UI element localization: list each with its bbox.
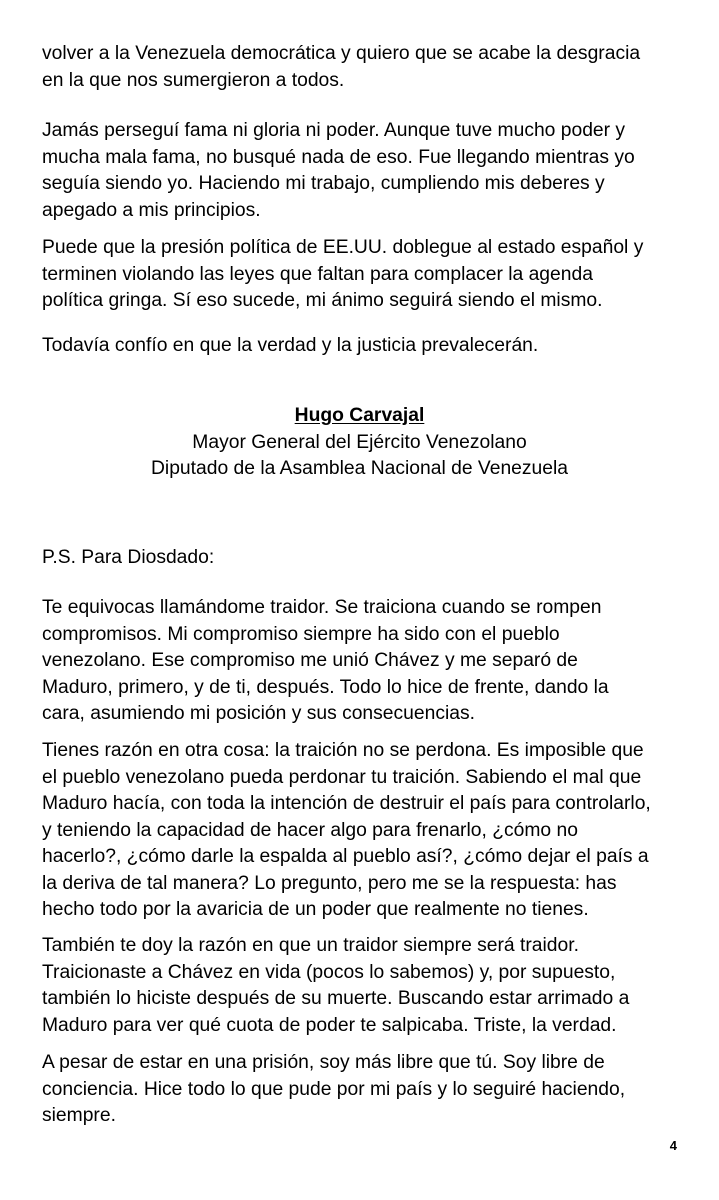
text-line: hacerlo?, ¿cómo darle la espalda al pueblo así?, ¿cómo dejar el país a bbox=[42, 846, 649, 867]
postscript-paragraph-2 bbox=[42, 738, 682, 924]
text-line: y teniendo la capacidad de hacer algo para frenarlo, ¿cómo no bbox=[42, 819, 578, 841]
signature-title: Diputado de la Asamblea Nacional de Venezuela bbox=[151, 458, 568, 479]
paragraph-1 bbox=[42, 41, 682, 94]
postscript-paragraph-1 bbox=[42, 595, 682, 728]
text-line: hecho todo por la avaricia de un poder que realmente no tienes. bbox=[42, 899, 589, 920]
text-line: Tienes razón en otra cosa: la traición no se perdona. Es imposible que bbox=[42, 740, 644, 761]
text-line: también lo hiciste después de su muerte. Buscando estar arrimado a bbox=[42, 988, 630, 1009]
text-line: apegado a mis principios. bbox=[42, 199, 261, 221]
text-line: siempre. bbox=[42, 1105, 116, 1126]
text-line: Jamás perseguí fama ni gloria ni poder. Aunque tuve mucho poder y bbox=[42, 120, 626, 141]
text-line: terminen violando las leyes que faltan para complacer la agenda bbox=[42, 263, 593, 285]
text-line: También te doy la razón en que un traidor siempre será traidor. bbox=[42, 935, 579, 956]
text-line: seguía siendo yo. Haciendo mi trabajo, cumpliendo mis deberes y bbox=[42, 173, 605, 194]
text-line: Maduro para ver qué cuota de poder te salpicaba. Triste, la verdad. bbox=[42, 1014, 617, 1036]
postscript-heading-text: P.S. Para Diosdado: bbox=[42, 547, 215, 568]
postscript-paragraph-3 bbox=[42, 933, 682, 1039]
signature-block bbox=[0, 403, 719, 483]
text-line: la deriva de tal manera? Lo pregunto, pero me se la respuesta: has bbox=[42, 872, 617, 894]
paragraph-2 bbox=[42, 118, 682, 224]
signature-name: Hugo Carvajal bbox=[294, 405, 425, 426]
text-line: volver a la Venezuela democrática y quiero que se acabe la desgracia bbox=[42, 43, 641, 64]
text-line: venezolano. Ese compromiso me unió Chávez y me separó de bbox=[42, 650, 578, 671]
text-line: Maduro hacía, con toda la intención de destruir el país para controlarlo, bbox=[42, 793, 651, 814]
text-line: compromisos. Mi compromiso siempre ha sido con el pueblo bbox=[42, 623, 560, 645]
text-line: Puede que la presión política de EE.UU. doblegue al estado español y bbox=[42, 237, 644, 258]
postscript-heading bbox=[42, 545, 682, 572]
signature-title: Mayor General del Ejército Venezolano bbox=[192, 431, 527, 453]
text-line: política gringa. Sí eso sucede, mi ánimo seguirá siendo el mismo. bbox=[42, 290, 603, 311]
paragraph-4 bbox=[42, 333, 682, 360]
postscript-paragraph-4 bbox=[42, 1050, 682, 1130]
text-line: mucha mala fama, no busqué nada de eso. Fue llegando mientras yo bbox=[42, 146, 635, 168]
text-line: cara, asumiendo mi posición y sus consecuencias. bbox=[42, 703, 475, 724]
text-line: Todavía confío en que la verdad y la justicia prevalecerán. bbox=[42, 335, 539, 356]
text-line: Te equivocas llamándome traidor. Se traiciona cuando se rompen bbox=[42, 597, 602, 618]
text-line: el pueblo venezolano pueda perdonar tu traición. Sabiendo el mal que bbox=[42, 766, 642, 788]
text-line: Traicionaste a Chávez en vida (pocos lo sabemos) y, por supuesto, bbox=[42, 961, 616, 983]
text-line: Maduro, primero, y de ti, después. Todo lo hice de frente, dando la bbox=[42, 676, 609, 698]
text-line: en la que nos sumergieron a todos. bbox=[42, 69, 345, 91]
page-number: 4 bbox=[669, 1138, 677, 1153]
paragraph-3 bbox=[42, 235, 682, 315]
text-line: A pesar de estar en una prisión, soy más libre que tú. Soy libre de bbox=[42, 1052, 605, 1073]
text-line: conciencia. Hice todo lo que pude por mi país y lo seguiré haciendo, bbox=[42, 1078, 626, 1100]
